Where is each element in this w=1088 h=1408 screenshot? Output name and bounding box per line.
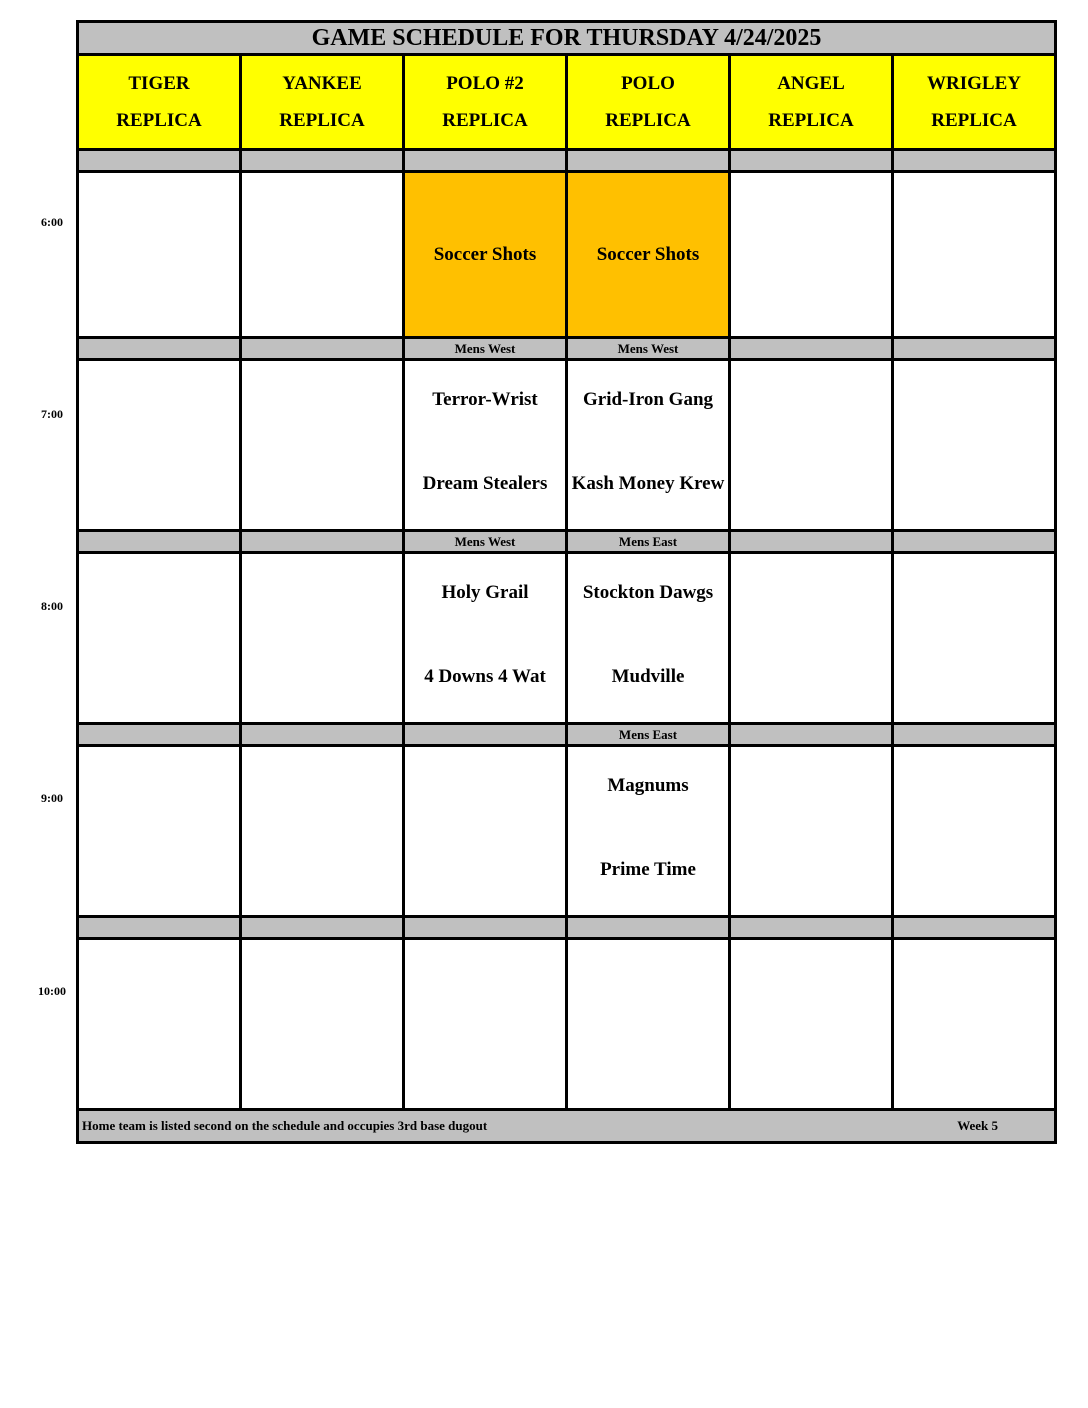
away-team bbox=[894, 554, 1054, 630]
division-label bbox=[893, 150, 1056, 172]
field-name: ANGEL bbox=[777, 73, 845, 94]
game-cell bbox=[893, 553, 1056, 724]
away-team bbox=[894, 361, 1054, 437]
game-cell bbox=[404, 746, 567, 917]
field-header bbox=[730, 55, 893, 150]
division-label bbox=[567, 150, 730, 172]
field-name: YANKEE bbox=[282, 73, 362, 94]
field-type: REPLICA bbox=[768, 110, 854, 131]
event-name: Soccer Shots bbox=[433, 244, 537, 265]
division-label bbox=[730, 338, 893, 360]
field-header bbox=[404, 55, 567, 150]
division-row bbox=[78, 724, 1056, 746]
division-label bbox=[241, 917, 404, 939]
division-label bbox=[893, 917, 1056, 939]
field-type: REPLICA bbox=[931, 110, 1017, 131]
game-cell bbox=[893, 172, 1056, 338]
home-team: Prime Time bbox=[600, 858, 696, 880]
game-cell bbox=[78, 360, 241, 531]
game-cell bbox=[567, 553, 730, 724]
division-label bbox=[241, 150, 404, 172]
away-team: Terror-Wrist bbox=[432, 388, 538, 410]
division-label bbox=[241, 724, 404, 746]
division-label bbox=[893, 724, 1056, 746]
away-team bbox=[242, 747, 402, 823]
home-team bbox=[79, 823, 239, 915]
field-name: POLO #2 bbox=[446, 73, 524, 94]
away-team bbox=[894, 747, 1054, 823]
game-cell bbox=[730, 553, 893, 724]
division-label: Mens East bbox=[567, 724, 730, 746]
field-name: POLO bbox=[621, 73, 675, 94]
time-label: 10:00 bbox=[38, 984, 66, 998]
game-cell bbox=[893, 360, 1056, 531]
footer-content bbox=[79, 1118, 1054, 1134]
title-row bbox=[78, 22, 1056, 55]
game-row bbox=[78, 172, 1056, 338]
game-cell bbox=[730, 172, 893, 338]
footer-row bbox=[78, 1110, 1056, 1143]
field-name: WRIGLEY bbox=[927, 73, 1021, 94]
division-label bbox=[78, 531, 241, 553]
game-cell bbox=[404, 553, 567, 724]
home-team bbox=[731, 1016, 891, 1108]
field-header bbox=[567, 55, 730, 150]
division-label bbox=[404, 917, 567, 939]
home-team bbox=[894, 630, 1054, 722]
home-team bbox=[242, 1016, 402, 1108]
field-type: REPLICA bbox=[605, 110, 691, 131]
division-label bbox=[78, 150, 241, 172]
division-row bbox=[78, 917, 1056, 939]
home-team: Kash Money Krew bbox=[571, 472, 725, 494]
division-label bbox=[404, 150, 567, 172]
away-team: Holy Grail bbox=[441, 581, 529, 603]
schedule-title: GAME SCHEDULE FOR THURSDAY 4/24/2025 bbox=[78, 22, 1056, 55]
schedule-table bbox=[76, 20, 1057, 1144]
division-label bbox=[730, 724, 893, 746]
home-team bbox=[79, 1016, 239, 1108]
time-label: 7:00 bbox=[41, 407, 63, 421]
division-label: Mens West bbox=[567, 338, 730, 360]
field-type: REPLICA bbox=[116, 110, 202, 131]
week-label: Week 5 bbox=[957, 1118, 998, 1133]
game-cell bbox=[241, 172, 404, 338]
field-type: REPLICA bbox=[442, 110, 528, 131]
home-team bbox=[731, 630, 891, 722]
away-team: Magnums bbox=[607, 774, 689, 796]
home-team bbox=[568, 1016, 728, 1108]
away-team bbox=[79, 554, 239, 630]
game-cell bbox=[404, 939, 567, 1110]
time-label: 8:00 bbox=[41, 599, 63, 613]
division-label bbox=[241, 338, 404, 360]
division-label bbox=[730, 150, 893, 172]
away-team bbox=[242, 361, 402, 437]
away-team bbox=[731, 747, 891, 823]
division-label bbox=[404, 724, 567, 746]
away-team bbox=[568, 940, 728, 1016]
home-team bbox=[894, 1016, 1054, 1108]
field-name: TIGER bbox=[128, 73, 190, 94]
away-team bbox=[79, 747, 239, 823]
game-cell bbox=[730, 939, 893, 1110]
game-row bbox=[78, 360, 1056, 531]
away-team bbox=[242, 940, 402, 1016]
home-team: Dream Stealers bbox=[422, 472, 548, 494]
away-team bbox=[405, 747, 565, 823]
division-label bbox=[730, 917, 893, 939]
home-team bbox=[894, 823, 1054, 915]
home-team: 4 Downs 4 Wat bbox=[424, 665, 546, 687]
game-row bbox=[78, 553, 1056, 724]
away-team bbox=[894, 940, 1054, 1016]
division-label: Mens West bbox=[404, 338, 567, 360]
event-name: Soccer Shots bbox=[596, 244, 700, 265]
home-team bbox=[242, 823, 402, 915]
game-cell bbox=[893, 939, 1056, 1110]
home-team bbox=[731, 823, 891, 915]
home-team bbox=[894, 437, 1054, 529]
game-cell bbox=[241, 746, 404, 917]
game-cell bbox=[567, 360, 730, 531]
game-cell bbox=[241, 939, 404, 1110]
game-cell bbox=[567, 939, 730, 1110]
footer-note: Home team is listed second on the schedule and occupies 3rd base dugout bbox=[82, 1118, 488, 1133]
game-cell bbox=[404, 172, 567, 338]
division-label bbox=[567, 917, 730, 939]
field-header-row bbox=[78, 55, 1056, 150]
division-label bbox=[730, 531, 893, 553]
field-header bbox=[241, 55, 404, 150]
home-team: Mudville bbox=[611, 665, 685, 687]
away-team bbox=[731, 361, 891, 437]
game-cell bbox=[730, 746, 893, 917]
away-team: Grid-Iron Gang bbox=[582, 388, 714, 410]
home-team bbox=[731, 437, 891, 529]
game-cell bbox=[567, 746, 730, 917]
division-label: Mens West bbox=[404, 531, 567, 553]
game-cell bbox=[241, 360, 404, 531]
game-cell bbox=[241, 553, 404, 724]
away-team: Stockton Dawgs bbox=[582, 581, 714, 603]
field-type: REPLICA bbox=[279, 110, 365, 131]
division-label bbox=[78, 338, 241, 360]
field-header bbox=[893, 55, 1056, 150]
home-team bbox=[242, 437, 402, 529]
away-team bbox=[79, 940, 239, 1016]
home-team bbox=[79, 437, 239, 529]
division-label bbox=[78, 724, 241, 746]
away-team bbox=[731, 554, 891, 630]
division-label bbox=[893, 531, 1056, 553]
game-cell bbox=[78, 553, 241, 724]
away-team bbox=[79, 361, 239, 437]
game-row bbox=[78, 746, 1056, 917]
game-cell bbox=[78, 939, 241, 1110]
game-cell bbox=[567, 172, 730, 338]
game-cell bbox=[893, 746, 1056, 917]
home-team bbox=[79, 630, 239, 722]
division-label bbox=[241, 531, 404, 553]
away-team bbox=[405, 940, 565, 1016]
time-label: 6:00 bbox=[41, 215, 63, 229]
footer bbox=[78, 1110, 1056, 1143]
division-label bbox=[893, 338, 1056, 360]
field-header bbox=[78, 55, 241, 150]
game-cell bbox=[78, 172, 241, 338]
away-team bbox=[731, 940, 891, 1016]
game-cell bbox=[730, 360, 893, 531]
time-label: 9:00 bbox=[41, 791, 63, 805]
game-cell bbox=[404, 360, 567, 531]
game-cell bbox=[78, 746, 241, 917]
game-row bbox=[78, 939, 1056, 1110]
home-team bbox=[405, 1016, 565, 1108]
division-row bbox=[78, 150, 1056, 172]
division-label: Mens East bbox=[567, 531, 730, 553]
division-label bbox=[78, 917, 241, 939]
division-row bbox=[78, 531, 1056, 553]
home-team bbox=[242, 630, 402, 722]
home-team bbox=[405, 823, 565, 915]
division-row bbox=[78, 338, 1056, 360]
away-team bbox=[242, 554, 402, 630]
